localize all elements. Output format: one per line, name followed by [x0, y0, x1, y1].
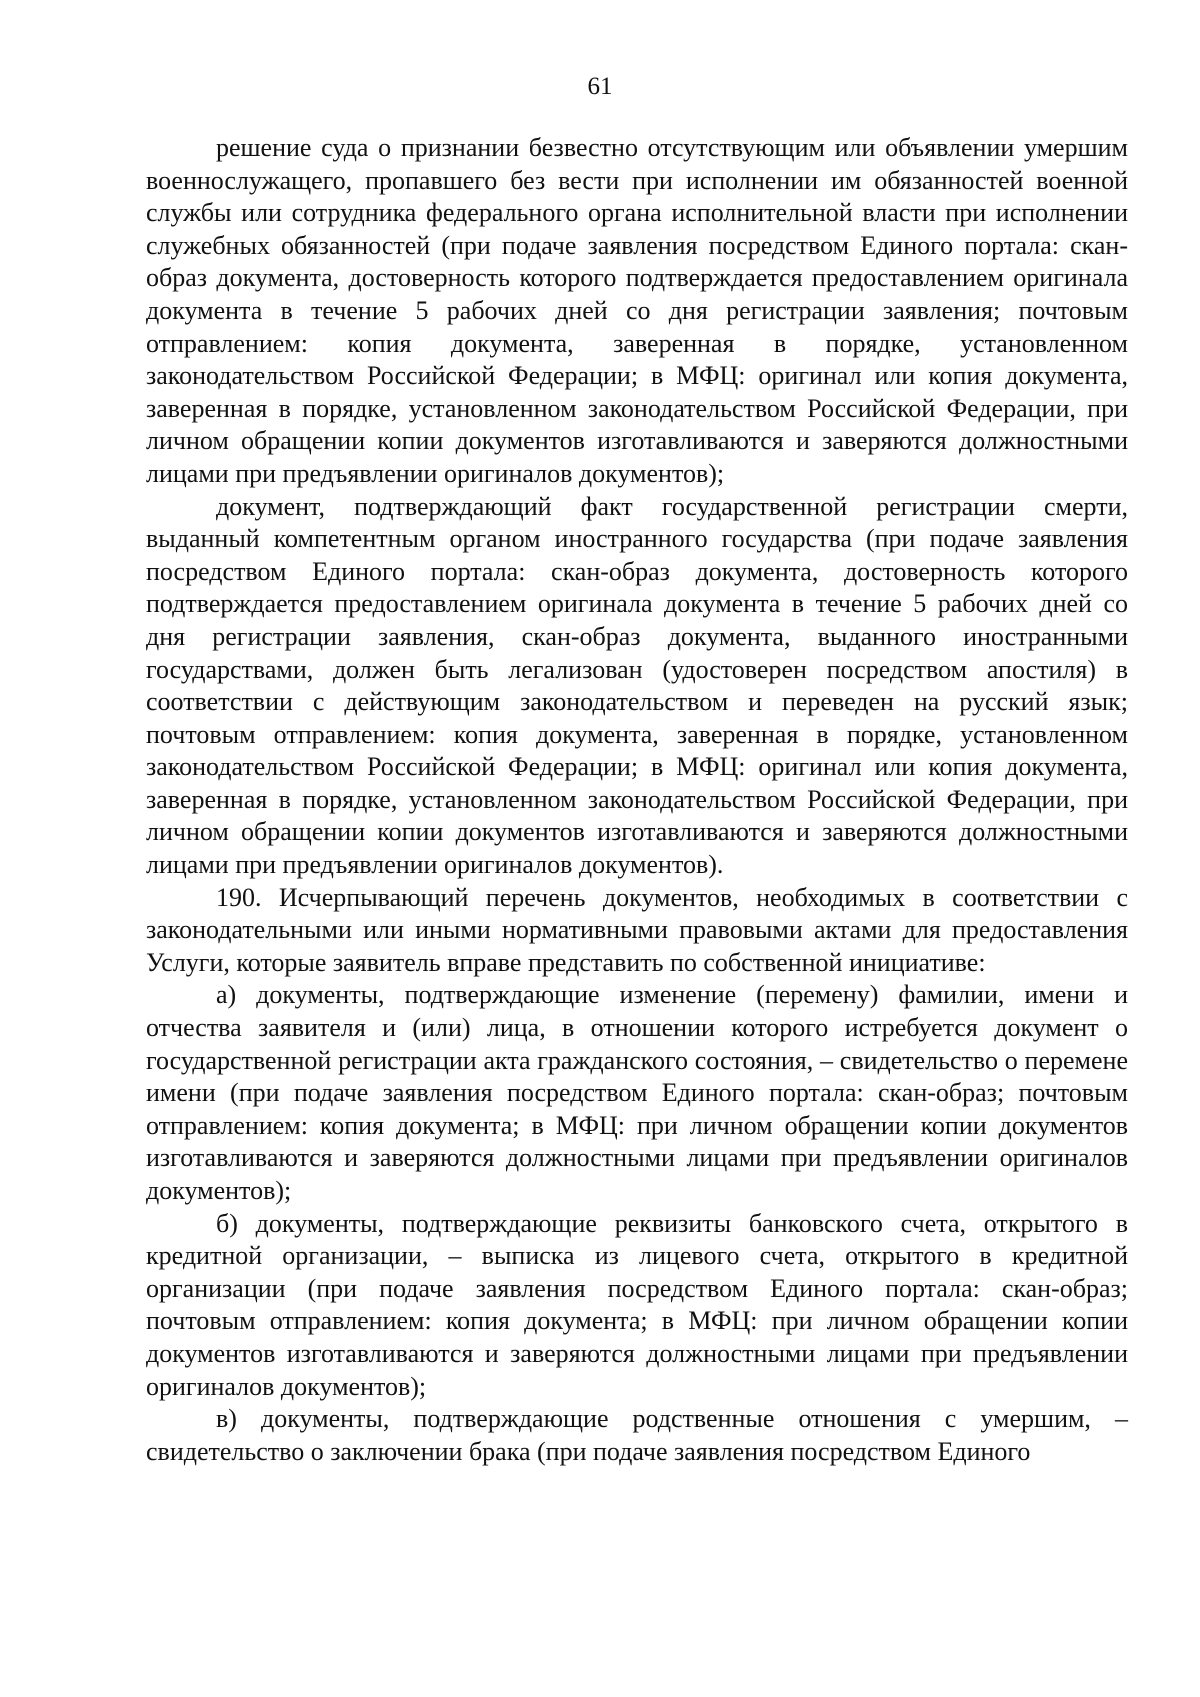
paragraph-court-decision: решение суда о признании безвестно отсутствующим или объявлении умершим военнослужащего, пропавшего без вести при исполнении им обязанностей военной службы или сотрудника федерального органа исполнительной власти при исполнении служебных обязанностей (при подаче заявления посредством Единого портала: скан-образ документа, достоверность которого подтверждается предоставлением оригинала документа в течение 5 рабочих дней со дня регистрации заявления; почтовым отправлением: копия документа, заверенная в порядке, установленном законодательством Российской Федерации; в МФЦ: оригинал или копия документа, заверенная в порядке, установленном законодательством Российской Федерации, при личном обращении копии документов изготавливаются и заверяются должностными лицами при предъявлении оригиналов документов); [146, 133, 1128, 488]
document-body [146, 132, 1128, 1468]
paragraph-item-v: в) документы, подтверждающие родственные отношения с умершим, – свидетельство о заключении брака (при подаче заявления посредством Единого [146, 1404, 1128, 1466]
paragraph-foreign-death-certificate: документ, подтверждающий факт государственной регистрации смерти, выданный компетентным органом иностранного государства (при подаче заявления посредством Единого портала: скан-образ документа, достоверность которого подтверждается предоставлением оригинала документа в течение 5 рабочих дней со дня регистрации заявления, скан-образ документа, выданного иностранными государствами, должен быть легализован (удостоверен посредством апостиля) в соответствии с действующим законодательством и переведен на русский язык; почтовым отправлением: копия документа, заверенная в порядке, установленном законодательством Российской Федерации; в МФЦ: оригинал или копия документа, заверенная в порядке, установленном законодательством Российской Федерации, при личном обращении копии документов изготавливаются и заверяются должностными лицами при предъявлении оригиналов документов). [146, 491, 1128, 880]
paragraph-190: 190. Исчерпывающий перечень документов, необходимых в соответствии с законодательными или иными нормативными правовыми актами для предоставления Услуги, которые заявитель вправе представить по собственной инициативе: [146, 882, 1128, 977]
paragraph-item-a: а) документы, подтверждающие изменение (перемену) фамилии, имени и отчества заявителя и (или) лица, в отношении которого истребуется документ о государственной регистрации акта гражданского состояния, – свидетельство о перемене имени (при подаче заявления посредством Единого портала: скан-образ; почтовым отправлением: копия документа; в МФЦ: при личном обращении копии документов изготавливаются и заверяются должностными лицами при предъявлении оригиналов документов); [146, 980, 1128, 1205]
paragraph-item-b: б) документы, подтверждающие реквизиты банковского счета, открытого в кредитной организации, – выписка из лицевого счета, открытого в кредитной организации (при подаче заявления посредством Единого портала: скан-образ; почтовым отправлением: копия документа; в МФЦ: при личном обращении копии документов изготавливаются и заверяются должностными лицами при предъявлении оригиналов документов); [146, 1208, 1128, 1401]
page-number: 61 [587, 73, 613, 100]
